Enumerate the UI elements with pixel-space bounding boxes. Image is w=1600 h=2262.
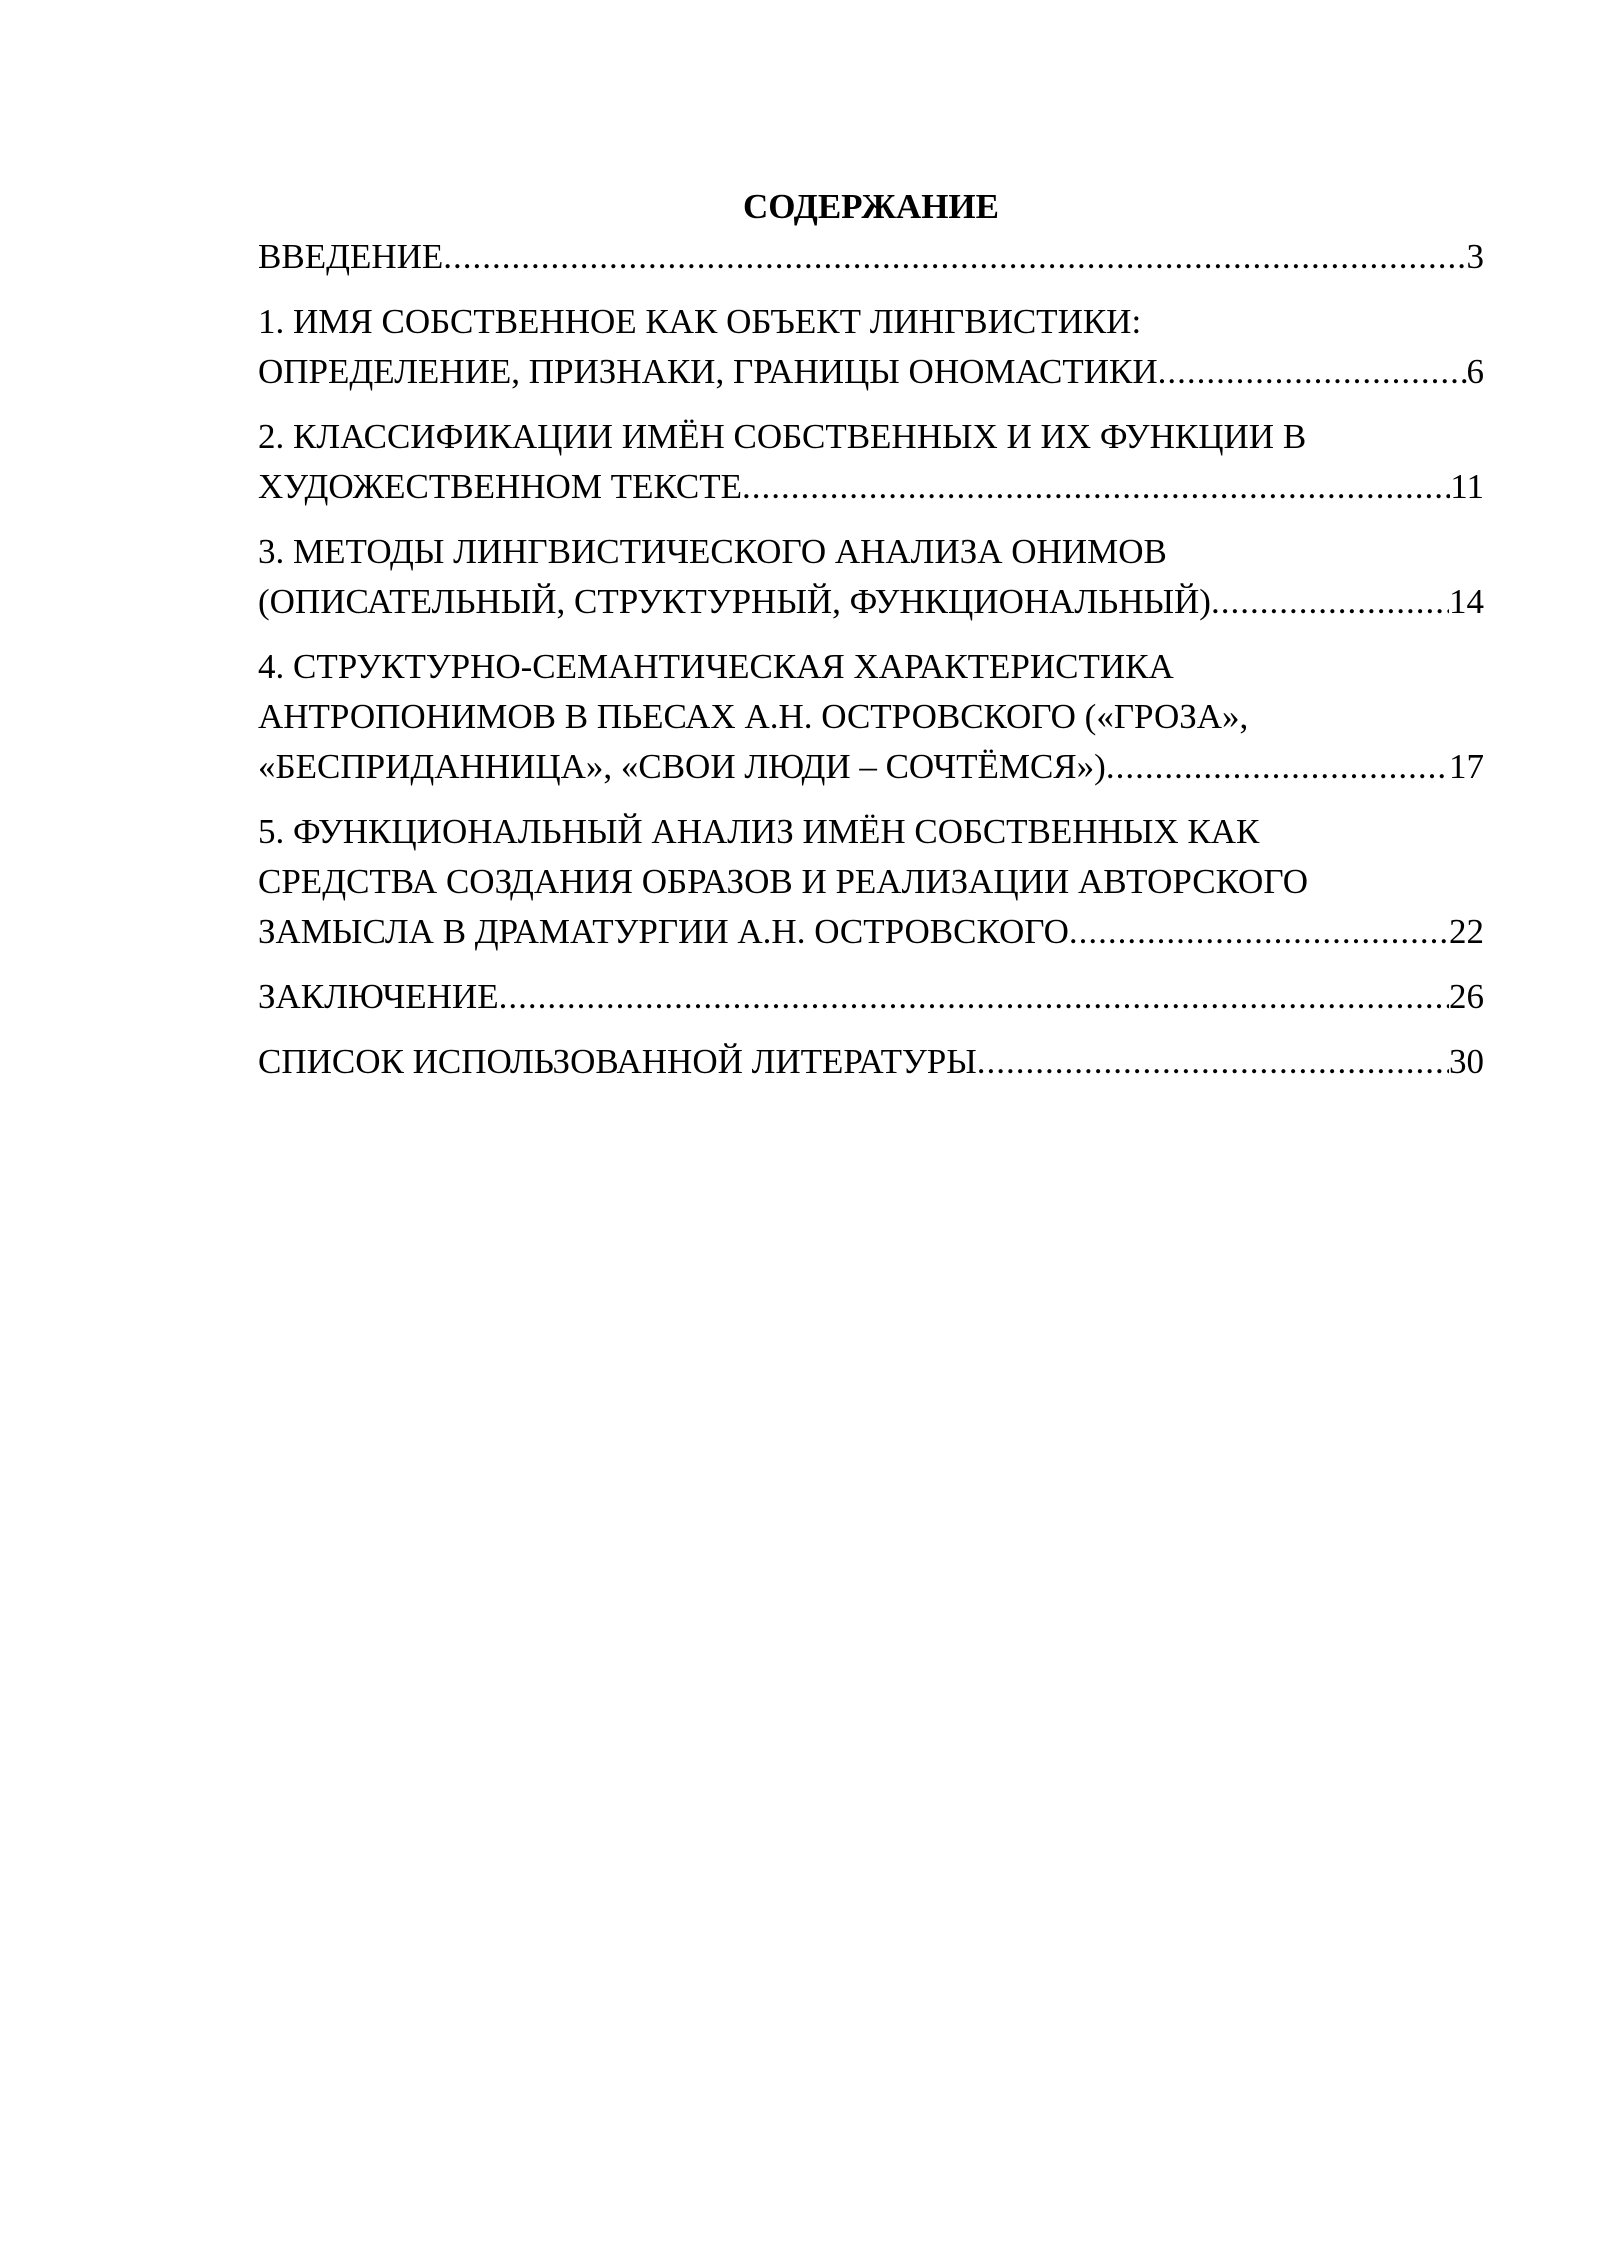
toc-entry[interactable] xyxy=(258,807,1484,957)
toc-entry-last-line xyxy=(258,347,1484,397)
dot-leader xyxy=(1069,907,1449,957)
toc-page-number: 26 xyxy=(1449,977,1484,1016)
toc-entry-last-line xyxy=(258,462,1484,512)
toc-entry-last-line xyxy=(258,1037,1484,1087)
toc-entry-title-line: ХУДОЖЕСТВЕННОМ ТЕКСТЕ xyxy=(258,467,743,506)
toc-entry-title-line: 4. СТРУКТУРНО-СЕМАНТИЧЕСКАЯ ХАРАКТЕРИСТИКА xyxy=(258,647,1174,686)
toc-entry-title-line: ЗАМЫСЛА В ДРАМАТУРГИИ А.Н. ОСТРОВСКОГО xyxy=(258,912,1069,951)
dot-leader xyxy=(499,972,1449,1022)
toc-page-number: 6 xyxy=(1466,352,1484,391)
toc-entry[interactable] xyxy=(258,412,1484,512)
toc-entry-title-line: 1. ИМЯ СОБСТВЕННОЕ КАК ОБЪЕКТ ЛИНГВИСТИКИ: xyxy=(258,302,1142,341)
dot-leader xyxy=(1211,577,1449,627)
toc-page-number: 17 xyxy=(1449,747,1484,786)
toc-entry-title-line: СПИСОК ИСПОЛЬЗОВАННОЙ ЛИТЕРАТУРЫ xyxy=(258,1042,977,1081)
toc-entry-last-line xyxy=(258,907,1484,957)
toc-entry-title-line: ЗАКЛЮЧЕНИЕ xyxy=(258,977,499,1016)
toc-entry-title-line: 5. ФУНКЦИОНАЛЬНЫЙ АНАЛИЗ ИМЁН СОБСТВЕННЫХ КАК xyxy=(258,812,1260,851)
dot-leader xyxy=(977,1037,1449,1087)
toc-page-number: 30 xyxy=(1449,1042,1484,1081)
toc-entry-title-line: «БЕСПРИДАННИЦА», «СВОИ ЛЮДИ – СОЧТЁМСЯ») xyxy=(258,747,1106,786)
toc-entry-title-line: (ОПИСАТЕЛЬНЫЙ, СТРУКТУРНЫЙ, ФУНКЦИОНАЛЬНЫЙ) xyxy=(258,582,1211,621)
toc-entry-title-line: ВВЕДЕНИЕ xyxy=(258,237,444,276)
toc-entry[interactable] xyxy=(258,232,1484,282)
toc-entry[interactable] xyxy=(258,297,1484,397)
dot-leader xyxy=(1106,742,1449,792)
toc-entry-title-line: 2. КЛАССИФИКАЦИИ ИМЁН СОБСТВЕННЫХ И ИХ ФУНКЦИИ В xyxy=(258,417,1307,456)
toc-entry[interactable] xyxy=(258,1037,1484,1087)
toc-entry[interactable] xyxy=(258,527,1484,627)
toc-entry-last-line xyxy=(258,742,1484,792)
dot-leader xyxy=(443,232,1466,282)
table-of-contents xyxy=(258,232,1484,1087)
page-title: СОДЕРЖАНИЕ xyxy=(742,187,999,226)
toc-entry-title-line: 3. МЕТОДЫ ЛИНГВИСТИЧЕСКОГО АНАЛИЗА ОНИМОВ xyxy=(258,532,1167,571)
toc-entry-last-line xyxy=(258,232,1484,282)
toc-page-number: 3 xyxy=(1466,237,1484,276)
toc-entry-title-line: АНТРОПОНИМОВ В ПЬЕСАХ А.Н. ОСТРОВСКОГО («ГРОЗА», xyxy=(258,697,1249,736)
toc-entry[interactable] xyxy=(258,642,1484,792)
toc-entry-last-line xyxy=(258,577,1484,627)
toc-entry-title-line: ОПРЕДЕЛЕНИЕ, ПРИЗНАКИ, ГРАНИЦЫ ОНОМАСТИКИ xyxy=(258,352,1158,391)
dot-leader xyxy=(1158,347,1467,397)
dot-leader xyxy=(742,462,1450,512)
toc-page-number: 11 xyxy=(1450,467,1484,506)
toc-page-number: 14 xyxy=(1449,582,1484,621)
toc-entry-last-line xyxy=(258,972,1484,1022)
toc-page-number: 22 xyxy=(1449,912,1484,951)
toc-entry-title-line: СРЕДСТВА СОЗДАНИЯ ОБРАЗОВ И РЕАЛИЗАЦИИ АВТОРСКОГО xyxy=(258,862,1308,901)
toc-entry[interactable] xyxy=(258,972,1484,1022)
